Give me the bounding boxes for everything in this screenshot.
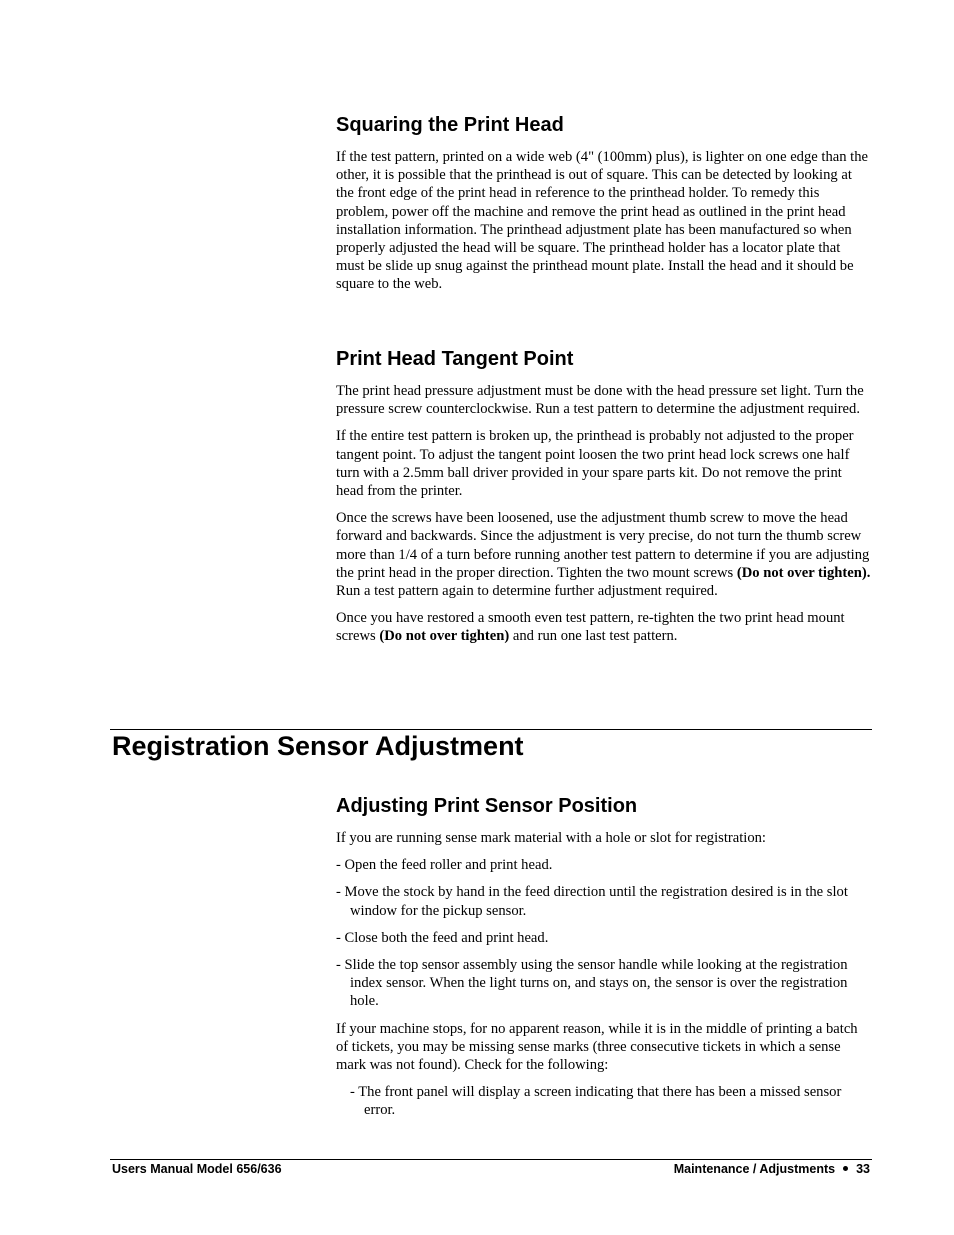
chapter-rule bbox=[110, 729, 872, 730]
section-body-squaring bbox=[336, 148, 872, 303]
section-heading-sensor: Adjusting Print Sensor Position bbox=[336, 795, 638, 817]
paragraph: If the entire test pattern is broken up, the printhead is probably not adjusted to the proper tangent point. To adjust the tangent point loosen the two print head lock screws one half turn with a 2.5mm ball driver provided in your spare parts kit. Do not remove the print head from the printer. bbox=[336, 428, 854, 500]
list-item: - Move the stock by hand in the feed direction until the registration desired is in the slot window for the pickup sensor. bbox=[336, 884, 848, 919]
footer-section-page bbox=[674, 1162, 870, 1176]
footer-rule bbox=[110, 1159, 872, 1160]
bullet-icon bbox=[843, 1166, 848, 1171]
section-body-tangent bbox=[336, 382, 872, 655]
paragraph bbox=[336, 609, 872, 645]
list-item: - Open the feed roller and print head. bbox=[336, 857, 553, 874]
list-item: - Slide the top sensor assembly using the sensor handle while looking at the registration index sensor. When the light turns on, and stays on, the sensor is over the registration hole. bbox=[336, 957, 848, 1010]
section-body-sensor bbox=[336, 829, 872, 1129]
paragraph: If your machine stops, for no apparent reason, while it is in the middle of printing a batch of tickets, you may be missing sense marks (three consecutive tickets in which a sense mark was not found). Check for the following: bbox=[336, 1020, 858, 1074]
paragraph bbox=[336, 509, 872, 600]
paragraph-text: Once you have restored a smooth even test pattern, re-tighten the two print head mount screws bbox=[336, 610, 845, 645]
paragraph-bold-text: (Do not over tighten). bbox=[736, 564, 871, 581]
chapter-title: Registration Sensor Adjustment bbox=[112, 731, 524, 761]
paragraph: If the test pattern, printed on a wide web (4" (100mm) plus), is lighter on one edge than the other, it is possible that the printhead is out of square. This can be detected by looking at the front edge of the print head in reference to the printhead holder. To remedy this problem, power off the machine and remove the print head as outlined in the print head installation information. The printhead adjustment plate has been manufactured so when properly adjusted the head will be square. The printhead holder has a locator plate that must be slide up snug against the printhead mount plate. Install the head and it should be square to the web. bbox=[336, 149, 869, 293]
section-heading-squaring: Squaring the Print Head bbox=[336, 114, 564, 136]
footer-manual-title: Users Manual Model 656/636 bbox=[112, 1162, 282, 1176]
paragraph-text: Run a test pattern again to determine further adjustment required. bbox=[336, 583, 718, 600]
footer-section-title: Maintenance / Adjustments bbox=[673, 1162, 836, 1176]
paragraph-text: Once the screws have been loosened, use the adjustment thumb screw to move the head forward and backwards. Since the adjustment is very precise, do not turn the thumb screw more than 1/4 of a turn before running another test pattern to determine if you are adjusting the print head in the proper direction. Tighten the two mount screws bbox=[336, 510, 870, 581]
paragraph: If you are running sense mark material with a hole or slot for registration: bbox=[336, 830, 766, 846]
list-item: - Close both the feed and print head. bbox=[336, 929, 549, 946]
section-heading-tangent: Print Head Tangent Point bbox=[336, 348, 574, 370]
paragraph-text: and run one last test pattern. bbox=[509, 628, 678, 645]
paragraph: The print head pressure adjustment must be done with the head pressure set light. Turn the pressure screw counterclockwise. Run a test pattern to determine the adjustment required. bbox=[336, 383, 864, 418]
page-number: 33 bbox=[856, 1162, 870, 1176]
list-item: - The front panel will display a screen indicating that there has been a missed sensor error. bbox=[350, 1084, 842, 1119]
paragraph-bold-text: (Do not over tighten) bbox=[379, 628, 510, 645]
